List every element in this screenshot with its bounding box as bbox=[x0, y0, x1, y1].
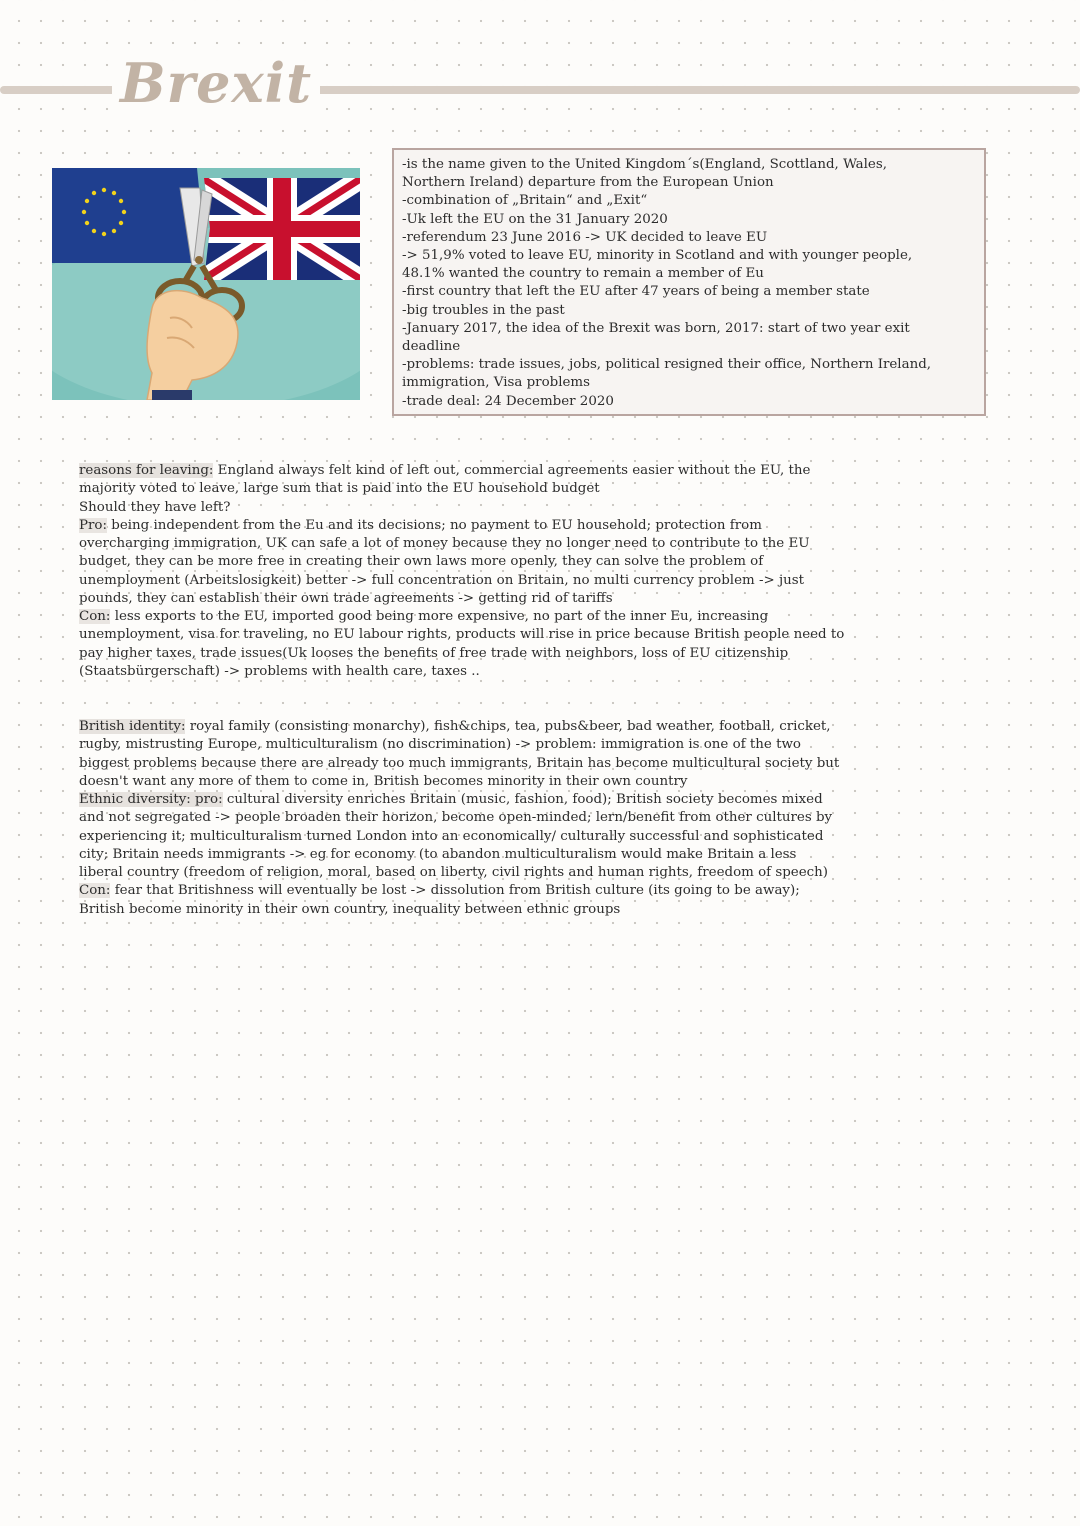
info-line: -first country that left the EU after 47 years of being a member state bbox=[402, 284, 870, 300]
ethnic-diversity-label: Ethnic diversity: pro: bbox=[79, 792, 223, 807]
info-line: -> 51,9% voted to leave EU, minority in Scotland and with younger people, bbox=[402, 248, 913, 264]
text-line: pounds, they can establish their own trade agreements -> getting rid of tariffs bbox=[79, 590, 613, 606]
info-line: -big troubles in the past bbox=[402, 302, 565, 318]
info-line: -problems: trade issues, jobs, political resigned their office, Northern Ireland, bbox=[402, 357, 932, 373]
text-line: overcharging immigration, UK can safe a lot of money because they no longer need to contribute to the EU bbox=[79, 536, 810, 551]
con-label: Con: bbox=[79, 883, 111, 899]
info-line: immigration, Visa problems bbox=[402, 375, 590, 391]
text-line: England always felt kind of left out, commercial agreements easier without the EU, the bbox=[213, 463, 811, 478]
info-line: -January 2017, the idea of the Brexit was born, 2017: start of two year exit bbox=[402, 320, 910, 336]
page-title: Brexit bbox=[112, 48, 320, 118]
question-line: Should they have left? bbox=[79, 499, 231, 515]
identity-label: British identity: bbox=[79, 719, 186, 734]
reasons-section bbox=[79, 462, 959, 681]
text-line: doesn't want any more of them to come in, British becomes minority in their own country bbox=[79, 773, 688, 789]
text-line: British become minority in their own country, inequality between ethnic groups bbox=[79, 901, 621, 917]
text-line: rugby, mistrusting Europe, multiculturalism (no discrimination) -> problem: immigration is one of the two bbox=[79, 737, 801, 753]
info-line: deadline bbox=[402, 339, 461, 355]
con-label: Con: bbox=[79, 609, 111, 624]
uk-flag-icon bbox=[202, 178, 360, 280]
info-line: -combination of „Britain“ and „Exit“ bbox=[402, 193, 648, 209]
eu-flag-icon bbox=[52, 168, 202, 263]
text-line: city; Britain needs immigrants -> eg for economy (to abandon multiculturalism would make Britain a less bbox=[79, 846, 797, 862]
text-line: experiencing it; multiculturalism turned London into an economically/ culturally successful and sophisticated bbox=[79, 828, 824, 844]
brexit-illustration bbox=[52, 168, 360, 400]
info-line: -is the name given to the United Kingdom´s(England, Scottland, Wales, bbox=[402, 157, 887, 172]
text-line: pay higher taxes, trade issues(Uk looses the benefits of free trade with neighbors, loss of EU citizenship bbox=[79, 645, 789, 661]
text-line: less exports to the EU, imported good being more expensive, no part of the inner Eu, increasing bbox=[110, 609, 769, 624]
text-line: being independent from the Eu and its decisions; no payment to EU household; protection from bbox=[106, 517, 762, 533]
text-line: unemployment, visa for traveling, no EU labour rights, products will rise in price because British people need to bbox=[79, 627, 845, 643]
info-line: 48.1% wanted the country to remain a member of Eu bbox=[402, 266, 764, 282]
text-line: cultural diversity enriches Britain (music, fashion, food); British society becomes mixed bbox=[222, 792, 823, 807]
text-line: majority voted to leave, large sum that is paid into the EU household budget bbox=[79, 481, 600, 497]
text-line: and not segregated -> people broaden their horizon, become open-minded; lern/benefit from other cultures by bbox=[79, 810, 833, 826]
identity-section bbox=[79, 718, 959, 919]
text-line: liberal country (freedom of religion, moral, based on liberty, civil rights and human rights, freedom of speech) bbox=[79, 865, 828, 880]
text-line: budget, they can be more free in creating their own laws more openly, they can solve the problem of bbox=[79, 554, 764, 570]
text-line: biggest problems because there are already too much immigrants, Britain has become multicultural society but bbox=[79, 755, 840, 771]
brexit-definition-box bbox=[392, 148, 986, 416]
text-line: royal family (consisting monarchy), fish&chips, tea, pubs&beer, bad weather, football, cricket, bbox=[185, 719, 831, 734]
reasons-label: reasons for leaving: bbox=[79, 463, 214, 478]
pro-label: Pro: bbox=[79, 517, 107, 533]
text-line: (Staatsbürgerschaft) -> problems with health care, taxes .. bbox=[79, 663, 480, 679]
info-line: -Uk left the EU on the 31 January 2020 bbox=[402, 211, 668, 227]
text-line: unemployment (Arbeitslosigkeit) better -> full concentration on Britain, no multi currency problem -> just bbox=[79, 572, 804, 588]
info-line: -referendum 23 June 2016 -> UK decided to leave EU bbox=[402, 229, 768, 245]
info-line: Northern Ireland) departure from the European Union bbox=[402, 175, 774, 191]
text-line: fear that Britishness will eventually be lost -> dissolution from British culture (its going to be away); bbox=[110, 883, 800, 899]
info-line: -trade deal: 24 December 2020 bbox=[402, 393, 614, 409]
